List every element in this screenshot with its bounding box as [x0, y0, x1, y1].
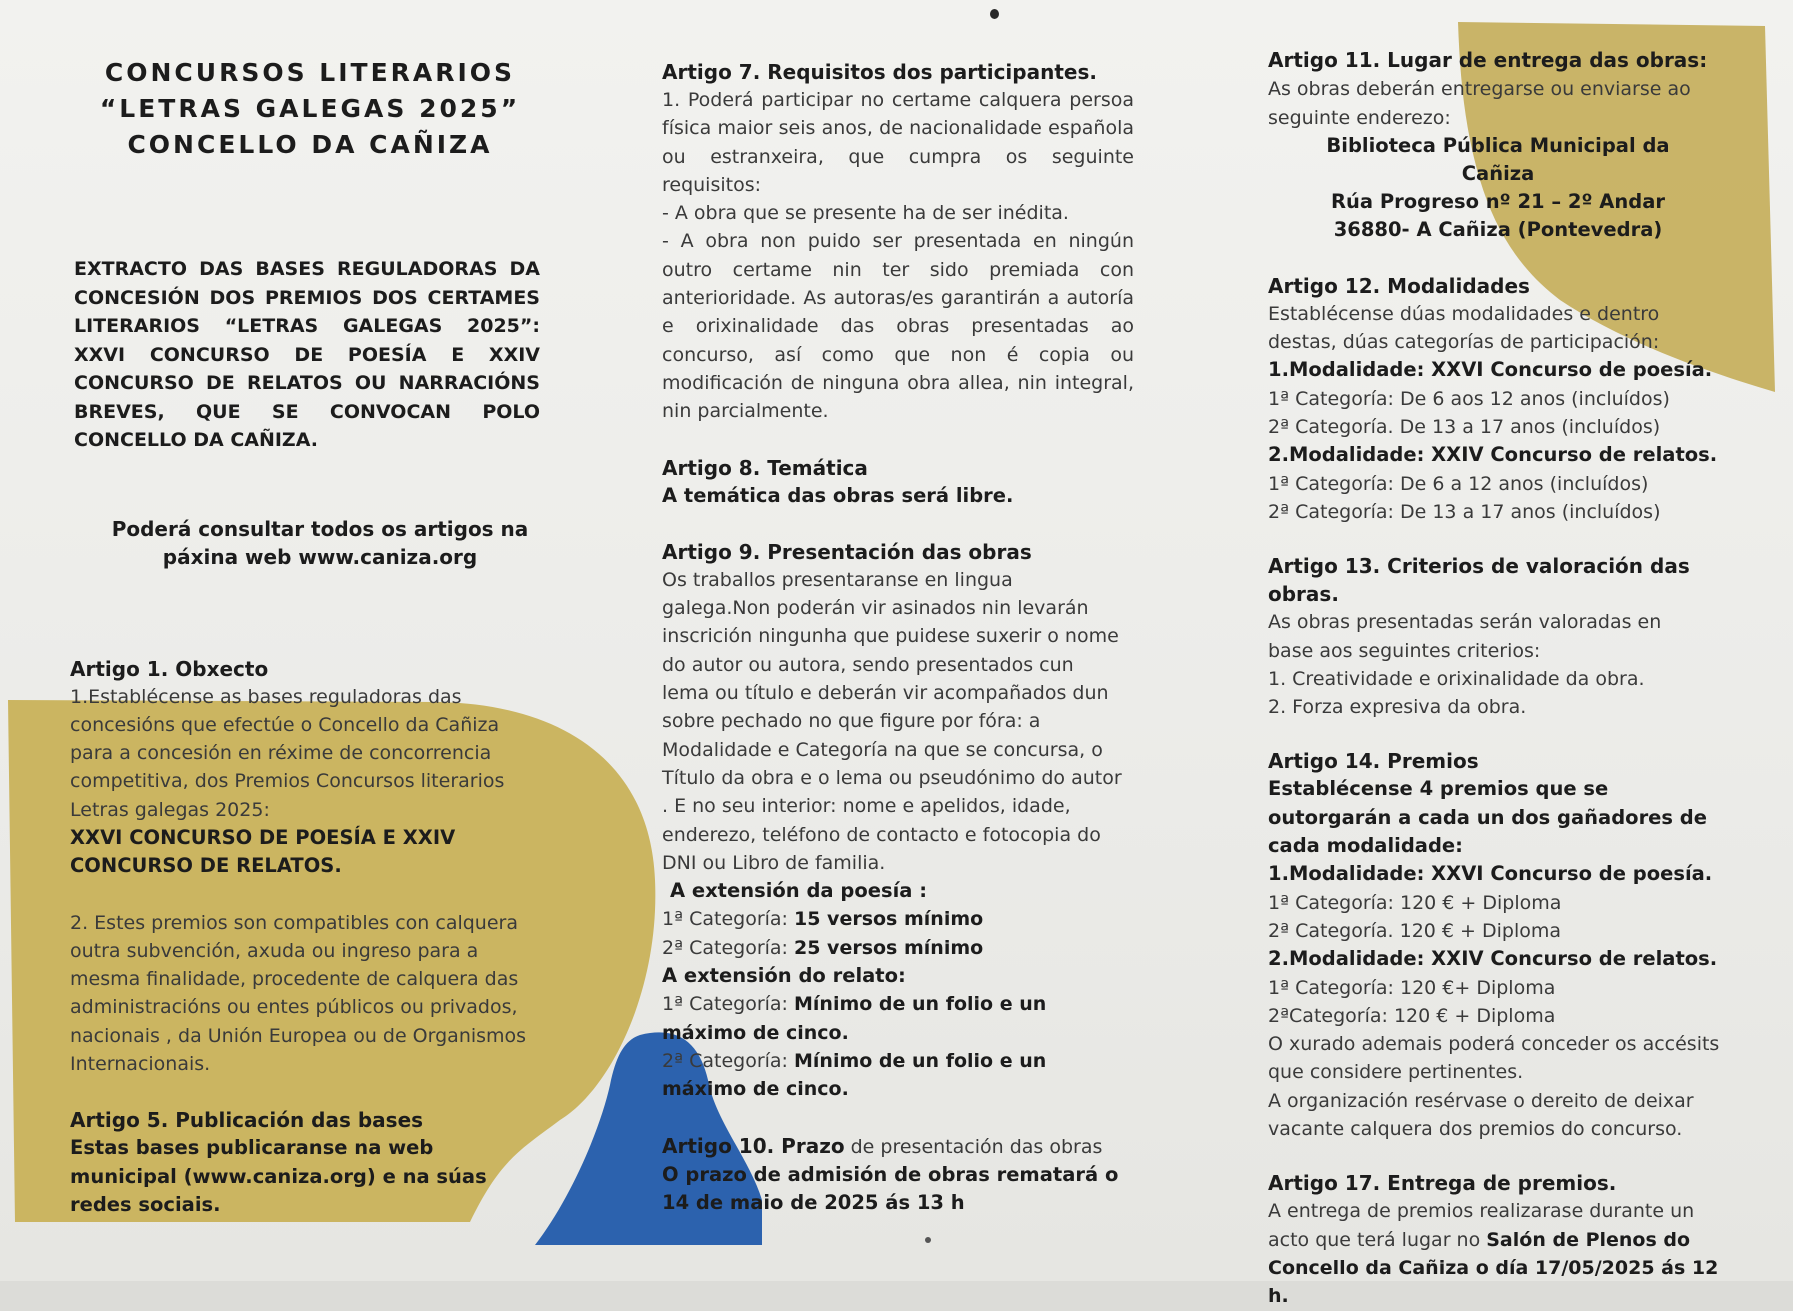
art1-heading: Artigo 1. Obxecto	[70, 656, 269, 681]
address-line: 36880- A Cañiza (Pontevedra)	[1333, 217, 1663, 241]
art7-paragraph-2: - A obra que se presente ha de ser inédita.	[662, 202, 1069, 225]
title-line: CONCURSOS LITERARIOS	[104, 58, 516, 87]
art12-modality-2-cat-1: 1ª Categoría: De 6 a 12 anos (incluídos)	[1268, 472, 1649, 495]
punch-hole-bottom	[925, 1237, 931, 1243]
art8-bold: A temática das obras será libre.	[662, 483, 1014, 507]
art12-heading: Artigo 12. Modalidades	[1268, 273, 1530, 298]
art10-heading	[662, 1132, 1134, 1161]
art14-modality-2-cat-1: 1ª Categoría: 120 €+ Diploma	[1268, 976, 1556, 999]
art12-modality-2-cat-2: 2ª Categoría: De 13 a 17 anos (incluídos)	[1268, 500, 1661, 523]
title-line: CONCELLO DA CAÑIZA	[127, 130, 493, 159]
art14-heading: Artigo 14. Premios	[1268, 749, 1479, 774]
relato-heading: A extensión do relato:	[662, 964, 906, 988]
extract-heading: EXTRACTO DAS BASES REGULADORAS DA CONCESIÓN DOS PREMIOS DOS CERTAMES LITERARIOS “LETRAS GALEGAS 2025”: XXVI CONCURSO DE POESÍA E XXIV CONCURSO DE RELATOS OU NARRACIÓNS BREVES, QUE SE CONVOCAN POLO CONCELLO DA CAÑIZA.	[74, 258, 540, 451]
art14-text-2: A organización resérvase o dereito de deixar vacante calquera dos premios do concurso.	[1268, 1089, 1694, 1141]
category-label: 1ª Categoría:	[662, 993, 794, 1016]
art11-paragraph	[1268, 46, 1708, 132]
punch-hole-top	[990, 9, 999, 19]
art14-bold: Establécense 4 premios que se outorgarán a cada un dos gañadores de cada modalidade:	[1268, 777, 1707, 858]
page-title	[70, 55, 540, 163]
delivery-address	[1268, 132, 1708, 244]
art12-modality-2: 2.Modalidade: XXIV Concurso de relatos.	[1268, 443, 1718, 467]
art9-heading: Artigo 9. Presentación das obras	[662, 539, 1032, 564]
category-value: 15 versos mínimo	[794, 908, 984, 931]
art17-heading: Artigo 17. Entrega de premios.	[1268, 1171, 1617, 1196]
art13-criterion-2: 2. Forza expresiva da obra.	[1268, 696, 1527, 719]
art1-text2: 2. Estes premios son compatibles con calquera outra subvención, axuda ou ingreso para a mesma finalidade, procedente de calquera das administracións ou entes públicos ou privados, nacionais , da Unión Europea ou de Organismos Internacionais.	[70, 911, 527, 1076]
art14-text-1: O xurado ademais poderá conceder os accésits que considere pertinentes.	[1268, 1033, 1720, 1084]
relato-category-1	[662, 990, 1134, 1047]
category-value: Mínimo de un folio e un máximo de cinco.	[662, 1049, 1047, 1101]
art8-heading: Artigo 8. Temática	[662, 455, 868, 480]
poesia-category-1	[662, 905, 1134, 933]
relato-category-2	[662, 1047, 1134, 1104]
address-line: Biblioteca Pública Municipal da Cañiza	[1326, 133, 1670, 185]
category-value: Mínimo de un folio e un máximo de cinco.	[662, 993, 1047, 1044]
title-line: “LETRAS GALEGAS 2025”	[99, 94, 521, 123]
art14-modality-1-cat-1: 1ª Categoría: 120 € + Diploma	[1268, 891, 1562, 914]
art5-bold: Estas bases publicaranse na web municipal (www.caniza.org) e na súas redes sociais.	[70, 1136, 487, 1216]
art12-modality-1-cat-1: 1ª Categoría: De 6 aos 12 anos (incluídos)	[1268, 387, 1670, 410]
category-label: 1ª Categoría:	[662, 908, 794, 931]
art11-heading: Artigo 11. Lugar de entrega das obras:	[1268, 48, 1708, 72]
art14-modality-1-cat-2: 2ª Categoría. 120 € + Diploma	[1268, 919, 1562, 942]
art17-bold: Salón de Plenos do Concello da Cañiza o día 17/05/2025 ás 12 h.	[1268, 1228, 1719, 1308]
art9-text: Os traballos presentaranse en lingua galega.Non poderán vir asinados nin levarán inscrición ningunha que puidese suxerir o nome do autor ou autora, sendo presentados cun lema ou título e deberán vir acompañados dun sobre pechado no que figure por fóra: a Modalidade e Categoría na que se concursa, o Título da obra e o lema ou pseudónimo do autor . E no seu interior: nome e apelidos, idade, enderezo, teléfono de contacto e fotocopia do DNI ou Libro de familia.	[662, 568, 1122, 874]
art17-text: A entrega de premios realizarase durante un acto que terá lugar no	[1268, 1200, 1695, 1251]
art5-heading: Artigo 5. Publicación das bases	[70, 1108, 424, 1133]
category-label: 2ª Categoría:	[662, 1049, 794, 1072]
art10-heading-bold: Artigo 10. Prazo	[662, 1133, 845, 1158]
consult-website	[70, 515, 540, 571]
art14-modality-1: 1.Modalidade: XXVI Concurso de poesía.	[1268, 862, 1713, 886]
address-line: Rúa Progreso nº 21 – 2º Andar	[1331, 189, 1665, 213]
art7-paragraph-3: - A obra non puido ser presentada en ningún outro certame nin ter sido premiada con anterioridade. As autoras/es garantirán a autoría e orixinalidade das obras presentadas ao concurso, así como que non é copia ou modificación de ninguna obra allea, nin integral, nin parcialmente.	[662, 230, 1134, 423]
column-right	[1268, 46, 1738, 1311]
art7-paragraph-1: 1. Poderá participar no certame calquera persoa física maior seis anos, de nacionalidade española ou estranxeira, que cumpra os seguinte requisitos:	[662, 89, 1134, 196]
art14-modality-2-cat-2: 2ªCategoría: 120 € + Diploma	[1268, 1004, 1556, 1027]
consult-line: Poderá consultar todos os artigos na	[111, 516, 529, 541]
art1-bold: XXVI CONCURSO DE POESÍA E XXIV CONCURSO DE RELATOS.	[70, 825, 456, 878]
art13-text: As obras presentadas serán valoradas en base aos seguintes criterios:	[1268, 611, 1662, 662]
category-value: 25 versos mínimo	[794, 936, 984, 959]
column-left	[70, 55, 540, 1219]
art14-modality-2: 2.Modalidade: XXIV Concurso de relatos.	[1268, 947, 1718, 971]
art10-heading-rest: de presentación das obras	[844, 1135, 1103, 1158]
art12-modality-1-cat-2: 2ª Categoría. De 13 a 17 anos (incluídos)	[1268, 416, 1661, 439]
category-label: 2ª Categoría:	[662, 936, 794, 959]
art12-modality-1: 1.Modalidade: XXVI Concurso de poesía.	[1268, 358, 1713, 382]
poesia-category-2	[662, 934, 1134, 962]
art1-text: 1.Establécense as bases reguladoras das concesións que efectúe o Concello da Cañiza para a concesión en réxime de concorrencia competitiva, dos Premios Concursos literarios Letras galegas 2025:	[70, 685, 505, 821]
art13-heading: Artigo 13. Criterios de valoración das obras.	[1268, 554, 1690, 607]
art12-text: Establécense dúas modalidades e dentro destas, dúas categorías de participación:	[1268, 302, 1660, 354]
art7-heading: Artigo 7. Requisitos dos participantes.	[662, 60, 1097, 84]
art10-bold: O prazo de admisión de obras rematará o 14 de maio de 2025 ás 13 h	[662, 1162, 1119, 1215]
art13-criterion-1: 1. Creatividade e orixinalidade da obra.	[1268, 667, 1645, 690]
art11-text: As obras deberán entregarse ou enviarse ao seguinte enderezo:	[1268, 78, 1691, 129]
art17-paragraph	[1268, 1197, 1728, 1310]
poesia-heading: A extensión da poesía :	[670, 879, 927, 903]
consult-line: páxina web www.caniza.org	[162, 544, 478, 569]
column-middle	[662, 58, 1134, 1217]
